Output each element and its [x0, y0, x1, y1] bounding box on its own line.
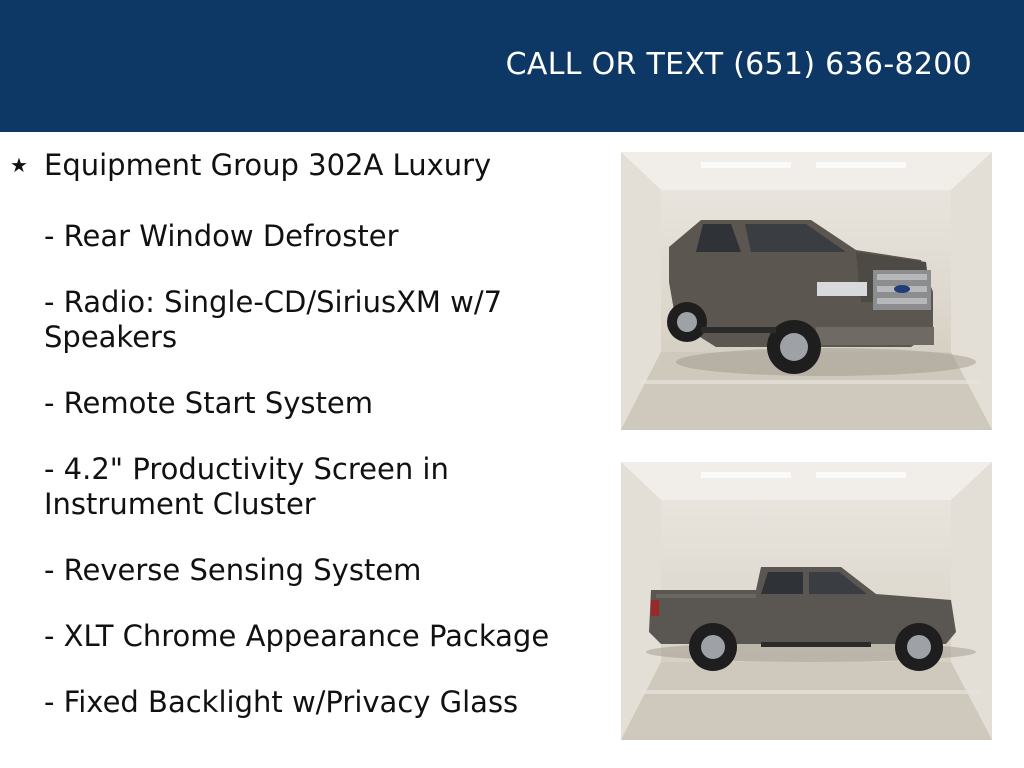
- feature-item: - Fixed Backlight w/Privacy Glass: [44, 685, 519, 719]
- star-icon: ★: [10, 153, 28, 177]
- feature-item: - XLT Chrome Appearance Package: [44, 619, 550, 653]
- feature-item: - Reverse Sensing System: [44, 553, 422, 587]
- truck-front-image: [621, 152, 992, 430]
- feature-item: - Remote Start System: [44, 386, 373, 420]
- call-or-text-phone[interactable]: CALL OR TEXT (651) 636-8200: [505, 47, 972, 82]
- feature-item: - Rear Window Defroster: [44, 219, 399, 253]
- header-bar: [0, 0, 1024, 132]
- feature-list: [10, 148, 600, 720]
- feature-item: - Radio: Single-CD/SiriusXM w/7 Speakers: [44, 285, 503, 354]
- feature-item: - 4.2" Productivity Screen in Instrument Cluster: [44, 452, 449, 521]
- vehicle-photo-side[interactable]: [621, 462, 992, 740]
- vehicle-photo-front[interactable]: [621, 152, 992, 430]
- truck-side-image: [621, 462, 992, 740]
- feature-group-heading: [10, 148, 600, 188]
- feature-group-title: Equipment Group 302A Luxury: [44, 148, 492, 182]
